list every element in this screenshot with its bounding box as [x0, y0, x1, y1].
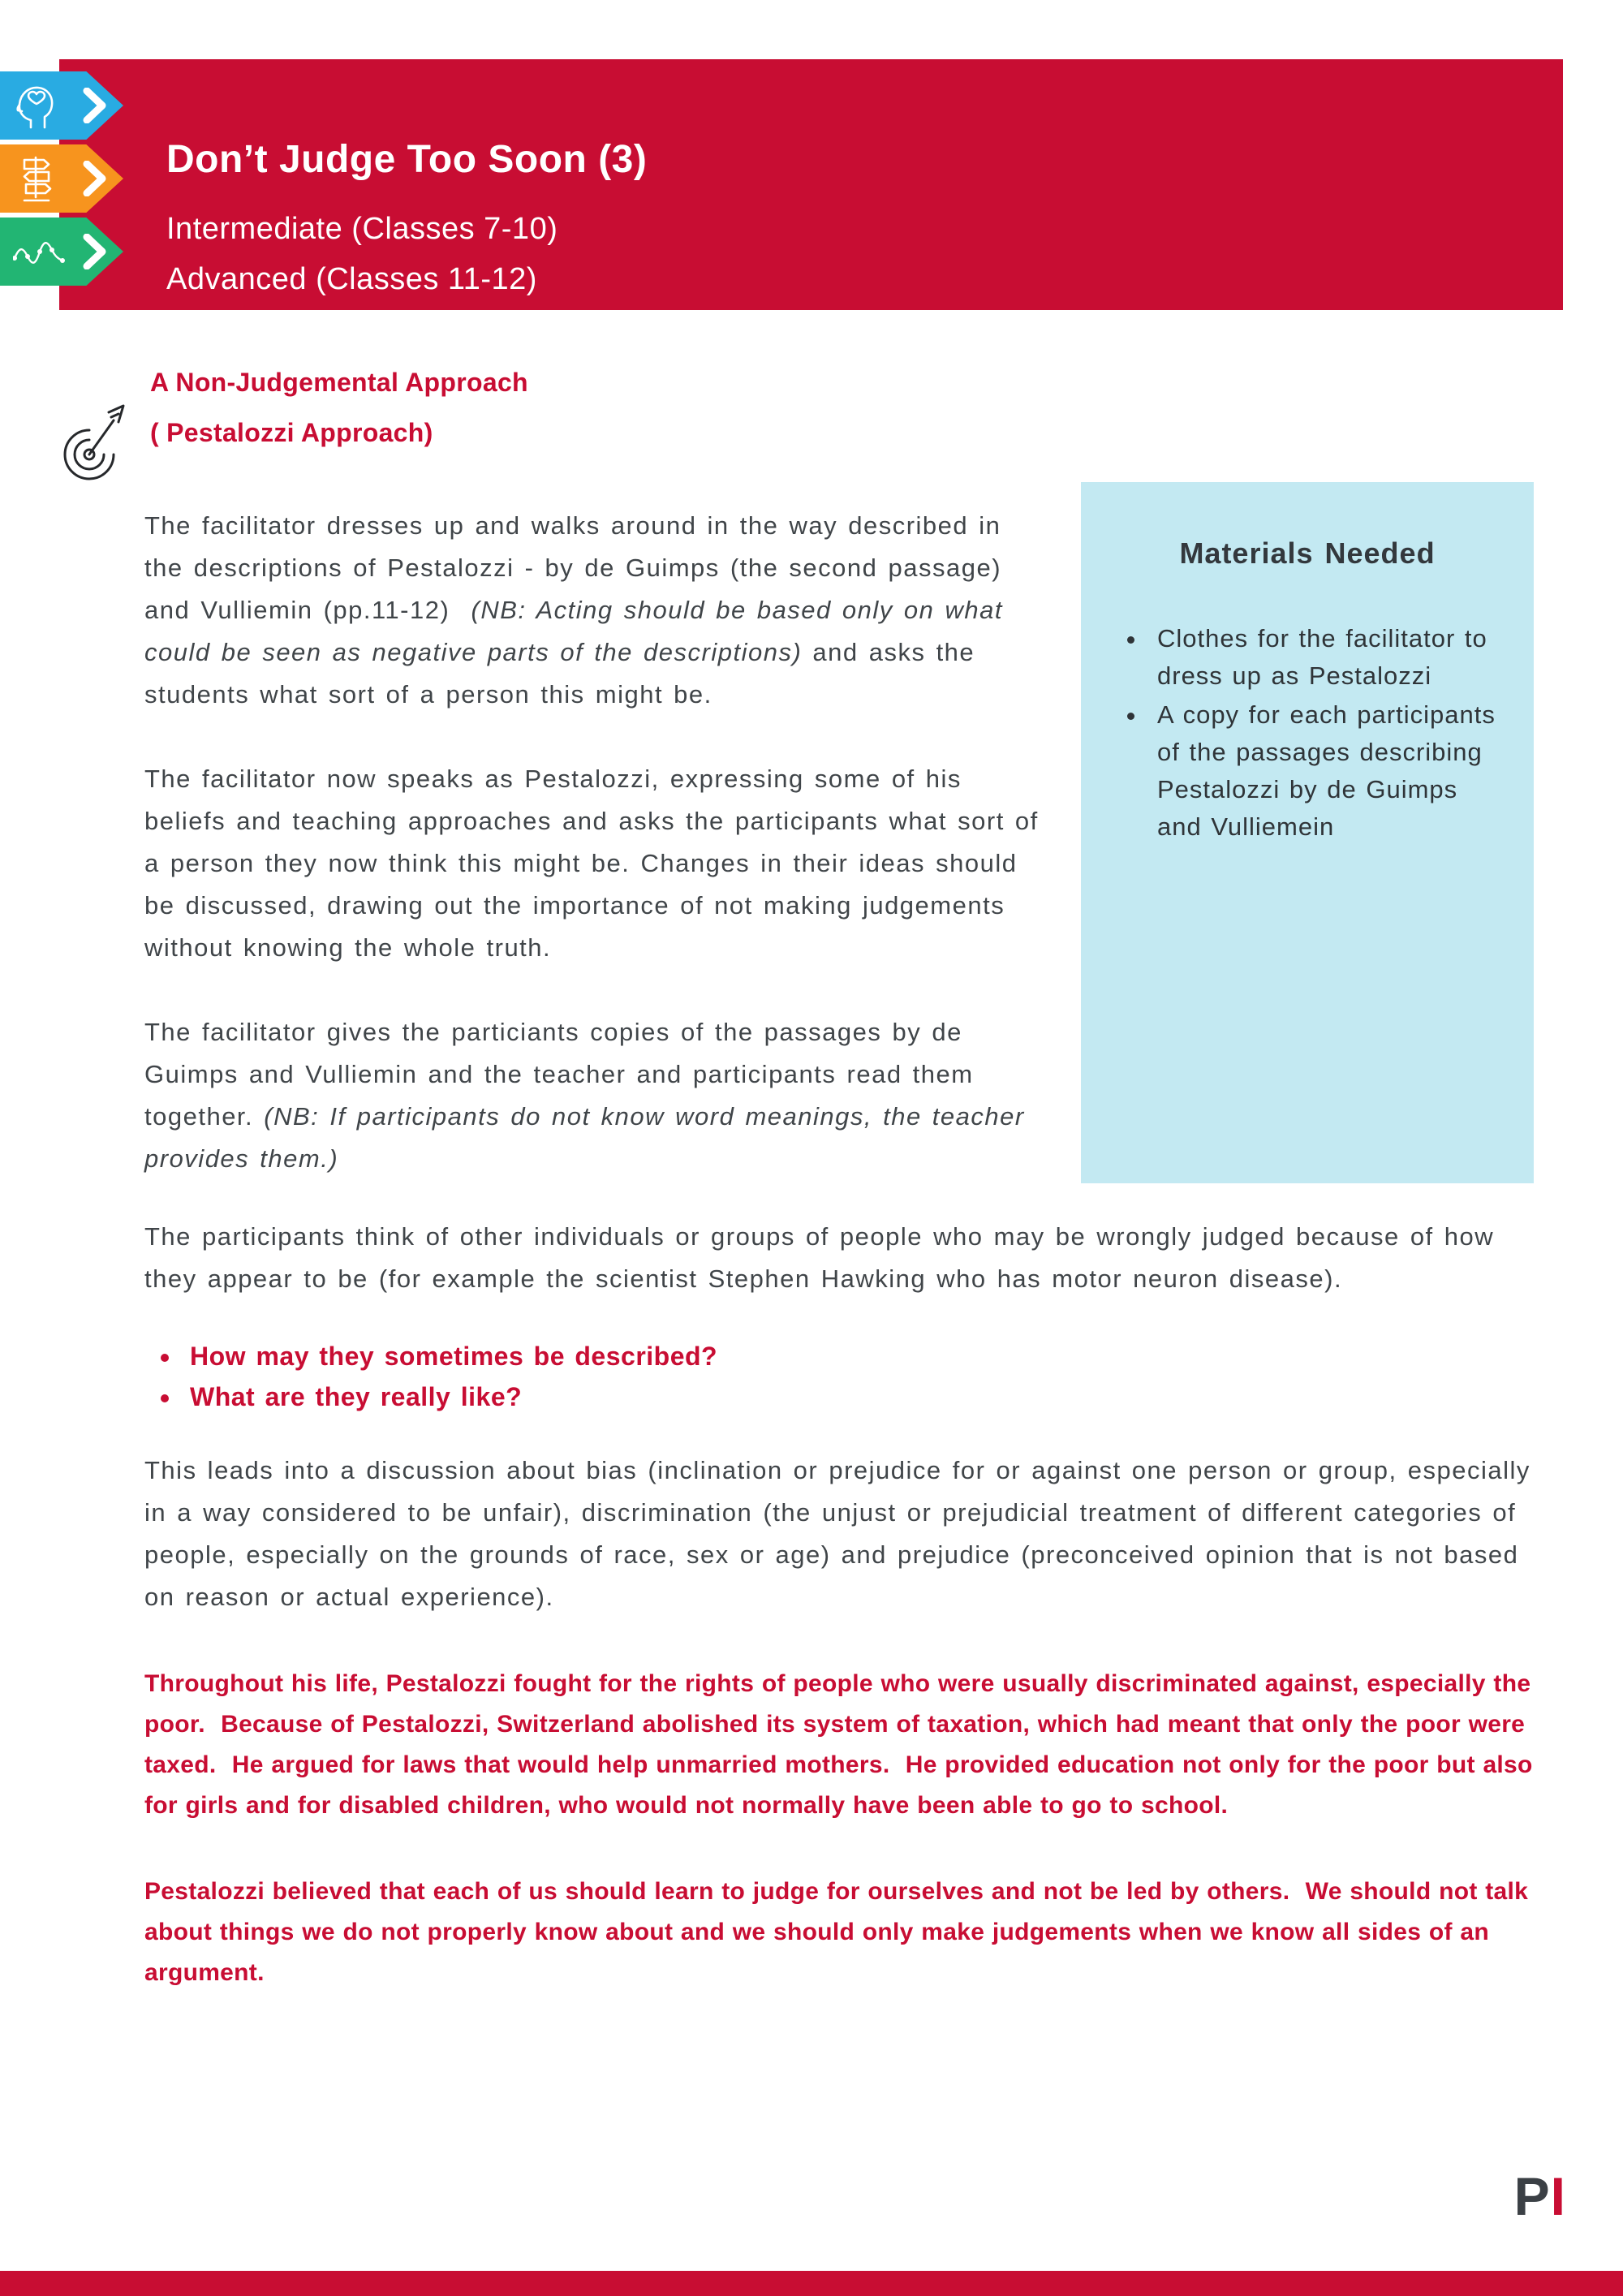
highlight-paragraph-2: Pestalozzi believed that each of us should learn to judge for ourselves and not be led by others. We should not talk about things we do not properly know about and we should only make judgements when we know all sides of an argument.: [144, 1878, 1536, 1986]
paragraph-5: This leads into a discussion about bias (inclination or prejudice for or against one person or group, especially in a way considered to be unfair), discrimination (the unjust or prejudicial treatment of different categories of people, especially on the grounds of race, sex or age) and prejudice (preconceived opinion that is not based on reason or actual experience).: [144, 1456, 1541, 1611]
materials-item: • Clothes for the facilitator to dress up as Pestalozzi: [1147, 620, 1506, 695]
paragraph-1-text: The facilitator dresses up and walks around in the way described in the descriptions of Pestalozzi - by de Guimps (the second passage) and Vulliemin (pp.11-12): [144, 511, 1013, 624]
section-heading-line1: A Non-Judgemental Approach: [150, 368, 528, 397]
paragraph-3-text: The facilitator gives the particiants copies of the passages by de Guimps and Vulliemin and the teacher and participants read them together.: [144, 1018, 984, 1131]
pi-logo-i: I: [1550, 2166, 1566, 2226]
trend-line-icon: [13, 232, 65, 271]
question-item: • What are they really like?: [182, 1376, 1534, 1417]
chip-guidance: [0, 144, 123, 213]
question-item: • How may they sometimes be described?: [182, 1336, 1534, 1376]
paragraph-1-text-2: and asks the students what sort of a person this might be.: [144, 638, 986, 709]
bottom-strip: [0, 2271, 1623, 2296]
paragraph-1: [144, 505, 1048, 716]
signpost-icon: [13, 153, 60, 204]
chip-wellbeing: [0, 71, 123, 140]
paragraph-2: The facilitator now speaks as Pestalozzi, expressing some of his beliefs and teaching approaches and asks the participants what sort of a person they now think this might be. Changes in their ideas should be discussed, drawing out the importance of not making judgements without knowing the whole truth.: [144, 765, 1049, 962]
title-banner: [59, 59, 1563, 310]
materials-item: • A copy for each participants of the passages describing Pestalozzi by de Guimps and Vulliemein: [1147, 696, 1506, 846]
paragraph-3-note: (NB: If participants do not know word meanings, the teacher provides them.): [144, 1102, 1035, 1173]
paragraph-1-note: (NB: Acting should be based only on what could be seen as negative parts of the descriptions): [144, 596, 1014, 666]
level-advanced: Advanced (Classes 11-12): [166, 262, 537, 296]
section-heading: [150, 357, 528, 458]
page-title: Don’t Judge Too Soon (3): [166, 138, 648, 181]
text-column: [144, 482, 1048, 1183]
target-arrow-icon: [60, 396, 127, 492]
head-heart-icon: [13, 80, 60, 131]
main-content: [144, 482, 1541, 1993]
section-heading-line2: ( Pestalozzi Approach): [150, 418, 433, 447]
chip-progress: [0, 218, 123, 286]
pi-logo-p: P: [1513, 2166, 1551, 2226]
highlight-paragraph-1: Throughout his life, Pestalozzi fought for the rights of people who were usually discriminated against, especially the poor. Because of Pestalozzi, Switzerland abolished its system of taxation, which had meant that only the poor were taxed. He argued for laws that would help unmarried mothers. He provided education not only for the poor but also for girls and for disabled children, who would not normally have been able to go to school.: [144, 1670, 1541, 1819]
materials-box: [1081, 482, 1534, 1183]
chevron-right-icon: [83, 88, 107, 123]
category-icons: [0, 71, 123, 291]
level-intermediate: Intermediate (Classes 7-10): [166, 212, 558, 246]
paragraph-3: [144, 1011, 1048, 1180]
chevron-right-icon: [83, 234, 107, 269]
materials-list: [1109, 620, 1506, 846]
materials-title: Materials Needed: [1179, 536, 1436, 570]
pi-logo: [1514, 2165, 1566, 2227]
chevron-right-icon: [83, 161, 107, 196]
discussion-questions: [144, 1336, 1534, 1417]
paragraph-4: The participants think of other individuals or groups of people who may be wrongly judged because of how they appear to be (for example the scientist Stephen Hawking who has motor neuron disease).: [144, 1222, 1505, 1293]
